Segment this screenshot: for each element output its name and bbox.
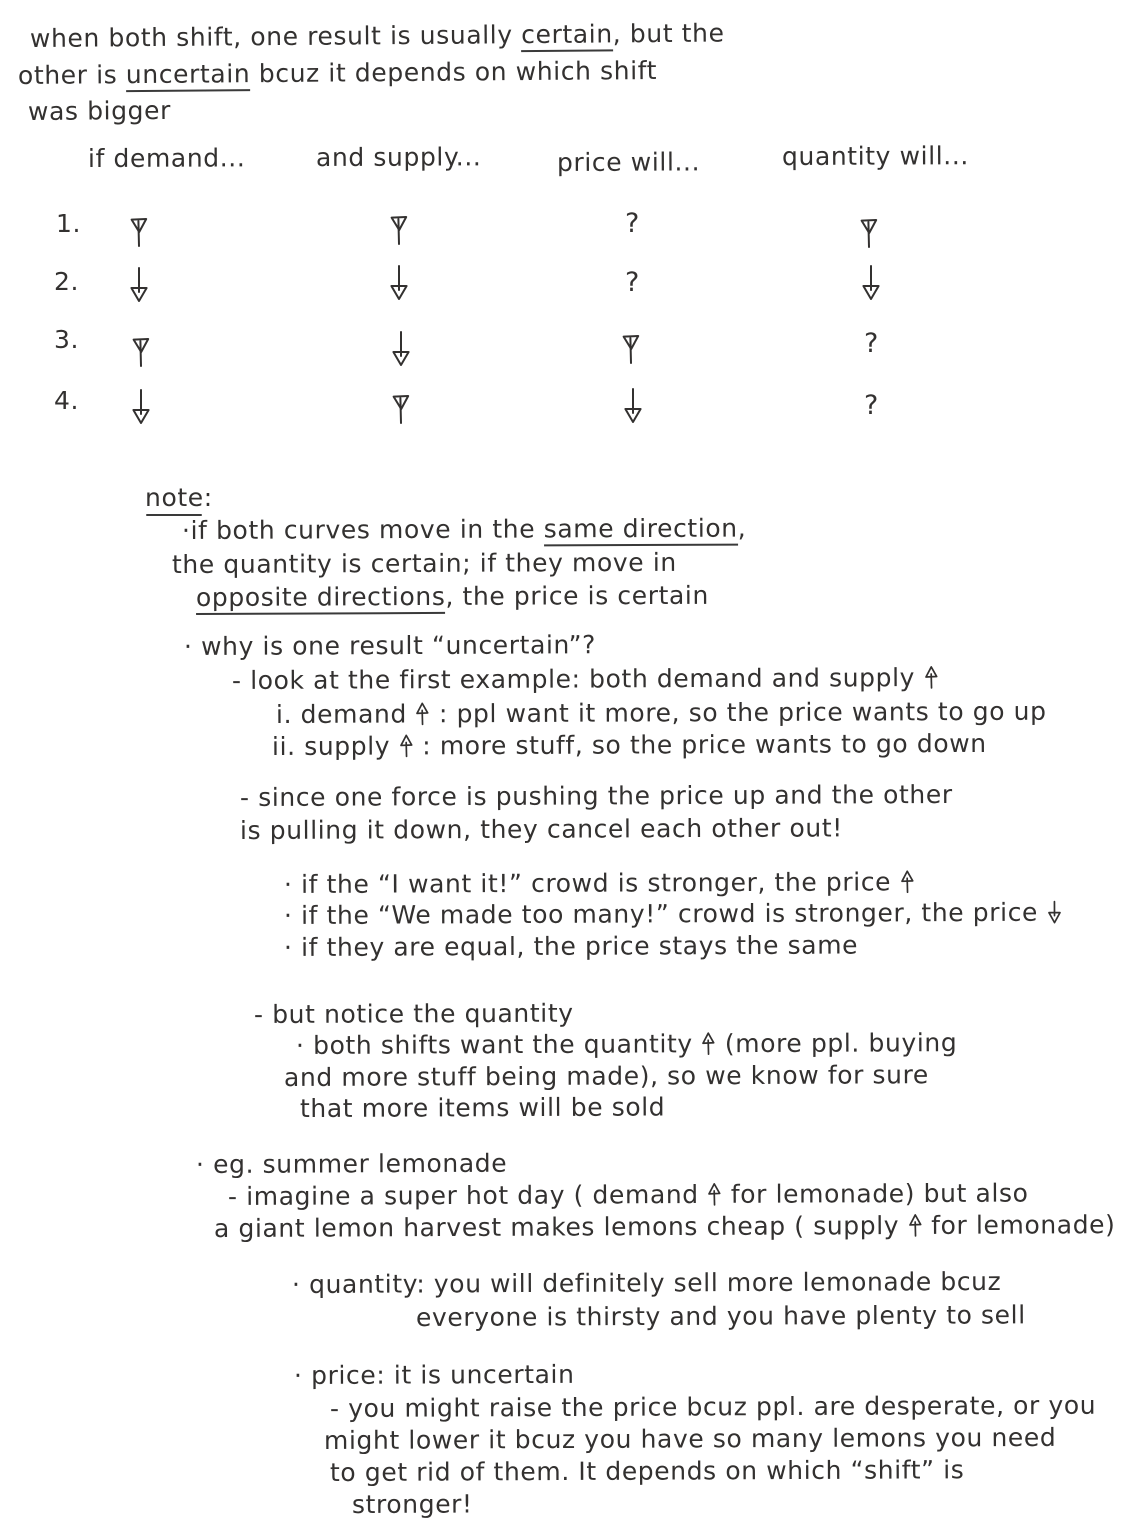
intro-line-3 (27, 95, 172, 126)
arrow-up-icon (399, 733, 414, 757)
note-line-1-bullet: · (181, 515, 191, 545)
arrow-up-icon (620, 322, 642, 364)
example-quantity-line-2: everyone is thirsty and you have plenty to sell (415, 1300, 1026, 1332)
arrow-down-icon (1046, 900, 1061, 924)
arrow-down-icon (622, 387, 644, 429)
arrow-down-icon (128, 266, 150, 308)
why-heading: · why is one result “uncertain”? (183, 630, 597, 661)
example-line-1 (227, 1178, 1029, 1211)
arrow-down-icon (860, 264, 882, 306)
cancel-line-2: is pulling it down, they cancel each other out! (239, 813, 843, 845)
quantity-line-1 (296, 1030, 957, 1059)
crowd-bullet-1-pre: · if the “I want it!” crowd is stronger, the price (283, 867, 900, 899)
table-header-supply: and supply... (315, 142, 482, 172)
table-header-quantity: quantity will... (781, 141, 969, 171)
crowd-bullet-2-pre: · if the “We made too many!” crowd is stronger, the price (283, 897, 1047, 930)
arrow-up-icon (701, 1031, 716, 1055)
example-line-2 (214, 1212, 1116, 1242)
intro-line-1-post: , but the (612, 18, 725, 49)
note-line-1-post: , (737, 513, 747, 543)
why-dash-line-pre: - look at the first example: both demand and supply (231, 662, 924, 695)
intro-line-2-post: bcuz it depends on which shift (250, 55, 658, 89)
arrow-down-icon (388, 264, 410, 306)
table-row-number-2: 2. (54, 267, 80, 296)
quantity-line-3: that more items will be sold (299, 1092, 666, 1123)
table-row-number-1: 1. (56, 209, 82, 238)
arrow-up-icon (858, 206, 880, 248)
example-price-line-2: might lower it bcuz you have so many lemons you need (323, 1422, 1057, 1455)
note-line-3-post: , the price is certain (445, 580, 709, 611)
example-price-heading: · price: it is uncertain (293, 1359, 575, 1390)
intro-line-1-underlined: certain (521, 19, 613, 52)
quantity-line-2: and more stuff being made), so we know for sure (283, 1060, 929, 1092)
note-line-1 (181, 513, 747, 545)
table-cell-price-1: ? (625, 208, 640, 239)
arrow-down-icon (390, 330, 412, 372)
example-line-2-post: for lemonade) (922, 1210, 1116, 1240)
quantity-line-1-pre: · both shifts want the quantity (295, 1029, 702, 1060)
example-line-1-pre: - imagine a super hot day ( demand (227, 1179, 708, 1211)
note-label: note: (145, 483, 213, 512)
intro-line-2-underlined: uncertain (126, 59, 251, 92)
why-item-1-text: : ppl want it more, so the price wants to go up (430, 696, 1047, 729)
example-quantity-line-1: · quantity: you will definitely sell more lemonade bcuz (291, 1266, 1002, 1299)
table-row-number-4: 4. (54, 386, 80, 415)
why-item-2-label: ii. supply (271, 731, 399, 761)
crowd-bullet-3: · if they are equal, the price stays the same (283, 930, 859, 962)
example-price-line-4: stronger! (351, 1489, 473, 1519)
table-header-demand: if demand... (87, 143, 246, 173)
example-price-line-1: - you might raise the price bcuz ppl. are desperate, or you (329, 1390, 1097, 1423)
crowd-bullet-1 (284, 869, 915, 898)
arrow-down-icon (130, 388, 152, 430)
example-line-2-pre: a giant lemon harvest makes lemons cheap ( supply (213, 1210, 908, 1243)
arrow-up-icon (707, 1182, 722, 1206)
arrow-up-icon (900, 869, 915, 893)
cancel-line-1: - since one force is pushing the price up and the other (239, 779, 953, 812)
why-item-2-text: : more stuff, so the price wants to go down (413, 728, 987, 761)
table-cell-quantity-3: ? (864, 328, 879, 359)
crowd-bullet-2 (283, 897, 1062, 930)
arrow-up-icon (390, 382, 412, 424)
note-line-3-underlined: opposite directions (196, 582, 446, 615)
note-line-1-pre: if both curves move in the (190, 514, 544, 545)
arrow-up-icon (924, 665, 939, 689)
example-heading: · eg. summer lemonade (195, 1148, 508, 1179)
intro-line-1 (29, 18, 725, 53)
quantity-line-1-post: (more ppl. buying (716, 1028, 958, 1059)
note-line-1-underlined: same direction (544, 514, 738, 547)
arrow-up-icon (388, 203, 410, 245)
intro-line-3-text: was bigger (27, 95, 172, 126)
table-cell-price-2: ? (625, 267, 640, 298)
intro-line-1-pre: when both shift, one result is usually (29, 20, 522, 53)
table-header-price: price will... (556, 147, 701, 177)
arrow-up-icon (130, 325, 152, 367)
example-line-1-post: for lemonade) but also (722, 1178, 1029, 1209)
note-line-3 (195, 580, 709, 612)
why-dash-line (231, 662, 939, 695)
arrow-up-icon (128, 205, 150, 247)
why-item-2 (271, 728, 987, 761)
example-price-line-3: to get rid of them. It depends on which “shift” is (329, 1455, 965, 1487)
quantity-heading: - but notice the quantity (253, 998, 574, 1029)
arrow-up-icon (908, 1213, 923, 1237)
why-item-1 (275, 696, 1047, 729)
intro-line-2 (17, 55, 658, 90)
intro-line-2-pre: other is (17, 60, 126, 90)
why-item-1-label: i. demand (275, 699, 416, 729)
note-line-2: the quantity is certain; if they move in (171, 547, 677, 579)
table-cell-quantity-4: ? (864, 390, 879, 421)
arrow-up-icon (415, 701, 430, 725)
table-row-number-3: 3. (54, 325, 80, 354)
